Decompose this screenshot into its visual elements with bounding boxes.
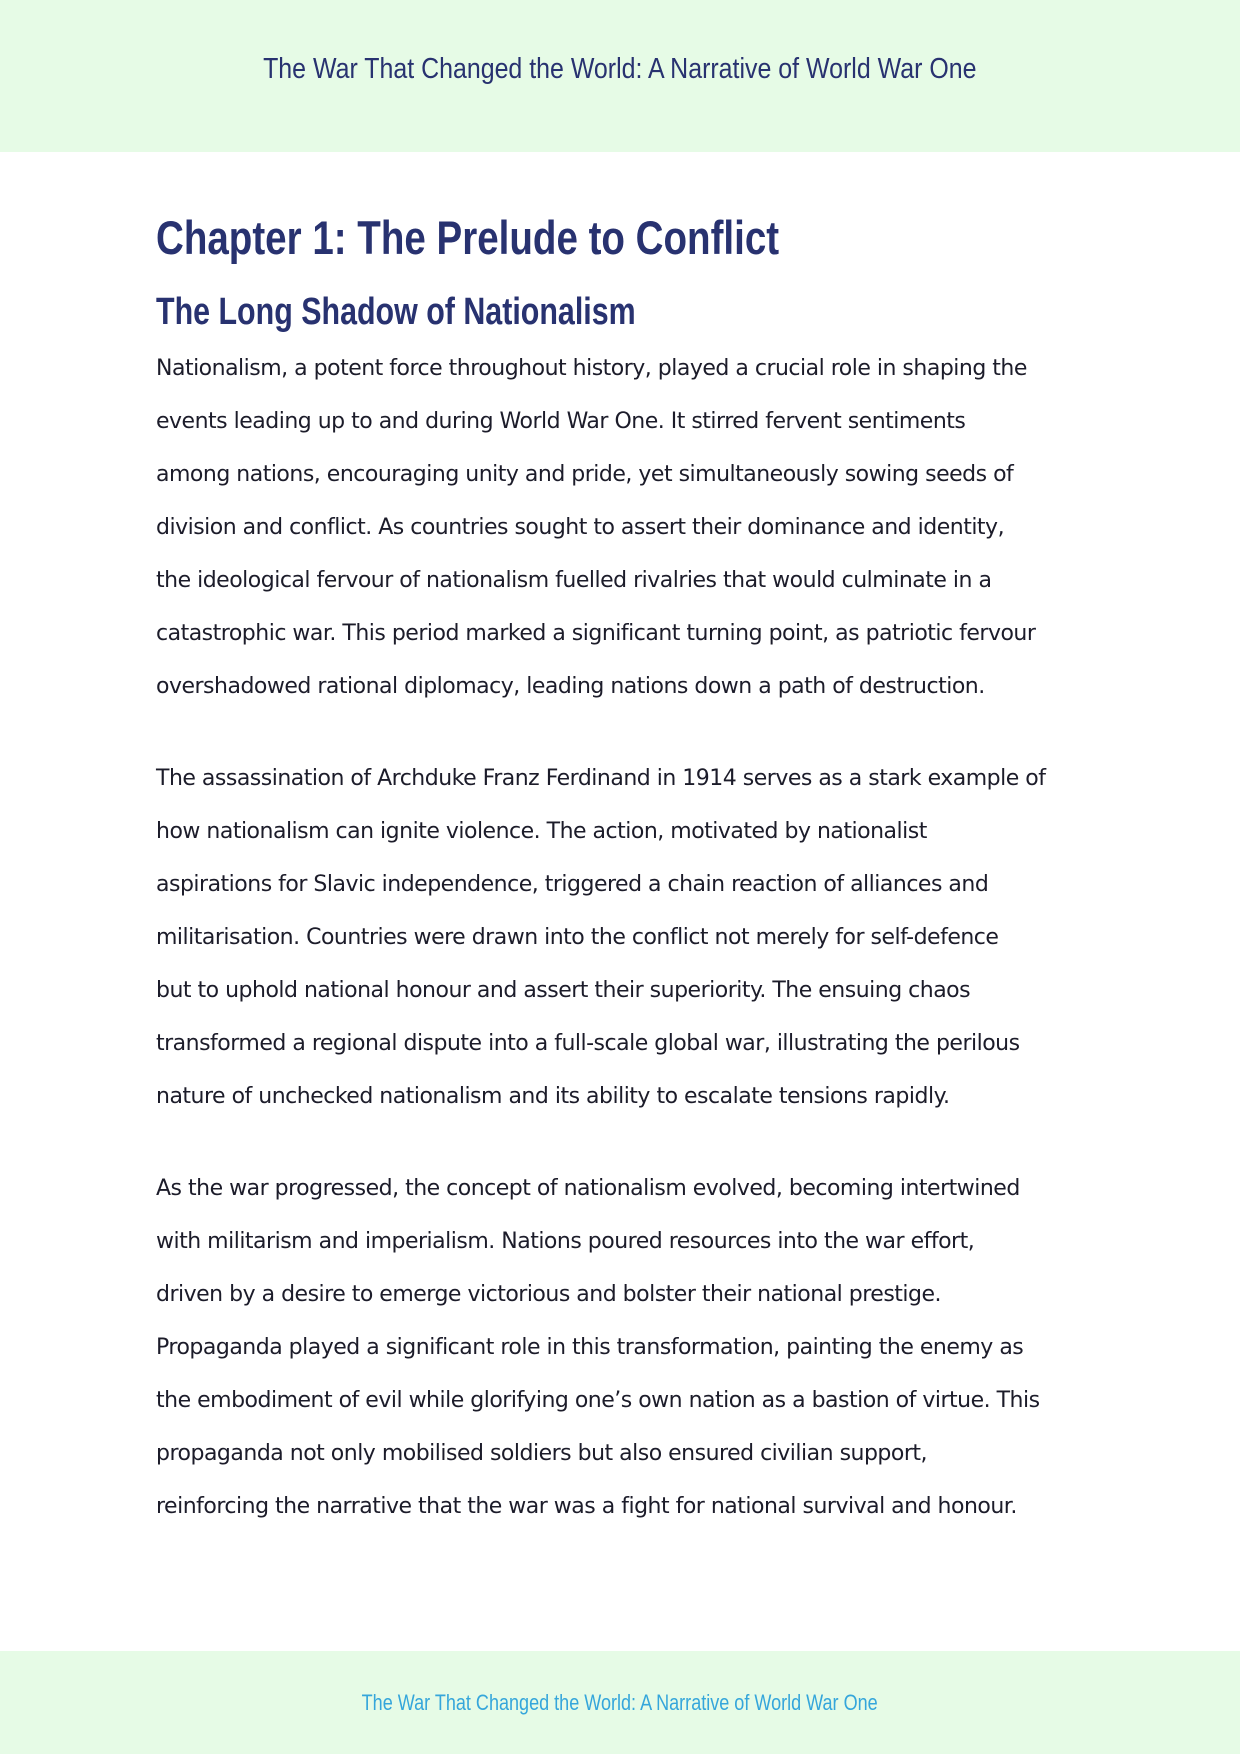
paragraph-line: with militarism and imperialism. Nations poured resources into the war effort,: [156, 1229, 975, 1254]
paragraph-line: transformed a regional dispute into a full-scale global war, illustrating the perilous: [156, 1031, 1020, 1056]
paragraph-line: Nationalism, a potent force throughout history, played a crucial role in shaping the: [156, 356, 1027, 381]
paragraph-line: but to uphold national honour and assert their superiority. The ensuing chaos: [156, 978, 971, 1003]
running-footer-title: The War That Changed the World: A Narrative of World War One: [361, 1689, 879, 1715]
paragraph-line: propaganda not only mobilised soldiers but also ensured civilian support,: [156, 1441, 928, 1466]
paragraph-line: the embodiment of evil while glorifying one’s own nation as a bastion of virtue. This: [156, 1388, 1040, 1413]
paragraph-line: driven by a desire to emerge victorious and bolster their national prestige.: [156, 1282, 942, 1307]
body-paragraph-2: [156, 752, 1086, 1123]
body-paragraph-3: [156, 1162, 1086, 1533]
paragraph-line: how nationalism can ignite violence. The action, motivated by nationalist: [156, 819, 927, 844]
page-footer: [0, 1651, 1240, 1754]
body-paragraph-1: [156, 342, 1086, 713]
paragraph-line: among nations, encouraging unity and pride, yet simultaneously sowing seeds of: [156, 462, 1014, 487]
paragraph-line: Propaganda played a significant role in this transformation, painting the enemy as: [156, 1335, 1024, 1360]
section-title: The Long Shadow of Nationalism: [156, 291, 636, 333]
paragraph-line: events leading up to and during World War One. It stirred fervent sentiments: [156, 409, 966, 434]
paragraph-line: aspirations for Slavic independence, triggered a chain reaction of alliances and: [156, 872, 989, 897]
paragraph-line: catastrophic war. This period marked a significant turning point, as patriotic fervour: [156, 621, 1036, 646]
paragraph-line: The assassination of Archduke Franz Ferdinand in 1914 serves as a stark example of: [156, 766, 1046, 791]
paragraph-line: militarisation. Countries were drawn into the conflict not merely for self-defence: [156, 925, 999, 950]
paragraph-line: overshadowed rational diplomacy, leading nations down a path of destruction.: [156, 674, 985, 699]
paragraph-line: reinforcing the narrative that the war was a fight for national survival and honour.: [156, 1494, 1017, 1519]
paragraph-line: As the war progressed, the concept of nationalism evolved, becoming intertwined: [156, 1176, 1020, 1201]
page-header: [0, 0, 1240, 152]
paragraph-line: division and conflict. As countries sought to assert their dominance and identity,: [156, 515, 1005, 540]
main-content: [156, 206, 1086, 1572]
chapter-title: Chapter 1: The Prelude to Conflict: [156, 211, 780, 264]
running-header-title: The War That Changed the World: A Narrative of World War One: [263, 52, 977, 85]
paragraph-line: nature of unchecked nationalism and its ability to escalate tensions rapidly.: [156, 1084, 950, 1109]
paragraph-line: the ideological fervour of nationalism fuelled rivalries that would culminate in a: [156, 568, 992, 593]
